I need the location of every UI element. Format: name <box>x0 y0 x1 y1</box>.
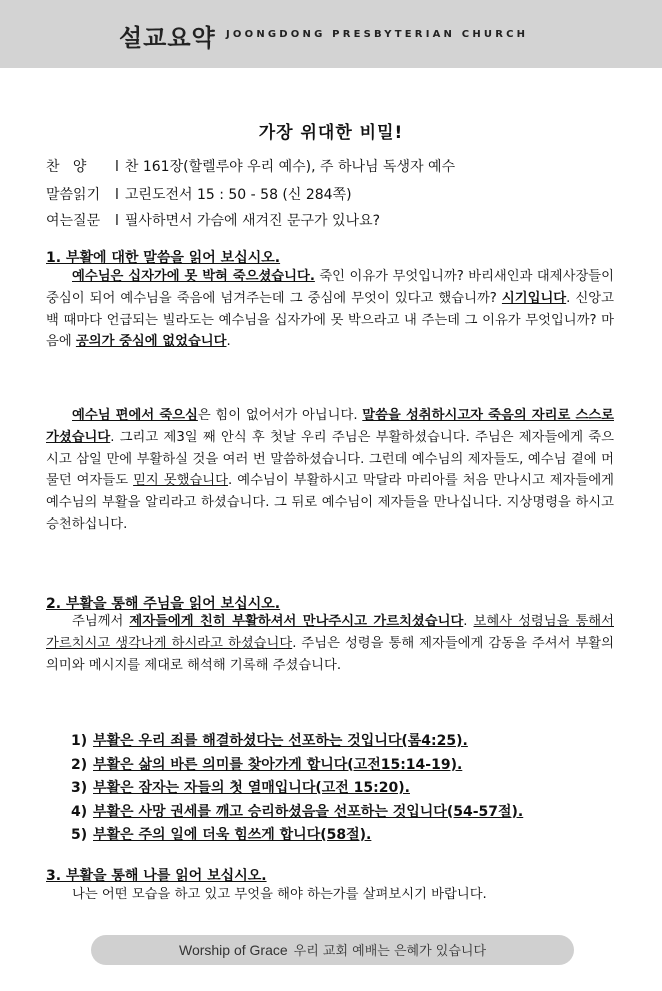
sermon-title: 가장 위대한 비밀! <box>258 123 404 143</box>
meta-question <box>46 210 380 230</box>
text: 나는 어떤 모습을 하고 있고 무엇을 해야 하는가를 살펴보시기 바랍니다. <box>72 887 487 902</box>
section-1-paragraph-1 <box>46 266 614 353</box>
list-item <box>71 824 523 848</box>
emphasis: 시기입니다 <box>501 290 567 306</box>
meta-value: 고린도전서 15 : 50 - 58 (신 284쪽) <box>124 187 352 203</box>
meta-hymn <box>46 156 455 176</box>
list-item <box>71 754 523 778</box>
emphasis: 예수님 편에서 죽으심 <box>72 408 198 423</box>
meta-label: 여는질문 <box>46 213 101 229</box>
list-text: 부활은 사망 권세를 깨고 승리하셨음을 선포하는 것입니다(54-57절). <box>93 803 524 820</box>
emphasis: 믿지 못했습니다 <box>133 473 228 489</box>
text: . 신앙고백 때마다 언급되는 빌라도는 예수님을 십자가에 못 박으라고 내 주는데 그 이유가 무엇입니까? 마음에 <box>46 290 614 350</box>
list-number: 3) <box>71 780 88 796</box>
meta-label: 말씀읽기 <box>46 187 101 203</box>
list-item <box>71 801 523 825</box>
section-2-heading: 2. 부활을 통해 주님을 읽어 보십시오. <box>46 596 281 612</box>
text: . <box>463 614 474 629</box>
list-text: 부활은 주의 일에 더욱 힘쓰게 합니다(58절). <box>93 827 372 843</box>
meta-separator: l <box>115 187 119 203</box>
footer-english: Worship of Grace <box>178 942 288 958</box>
meta-value: 찬 161장(할렐루야 우리 예수), 주 하나님 독생자 예수 <box>124 159 456 175</box>
emphasis: 제자들에게 친히 부활하셔서 만나주시고 가르치셨습니다 <box>129 614 464 629</box>
list-text: 부활은 잠자는 자들의 첫 열매입니다(고전 15:20). <box>93 780 410 796</box>
footer-banner <box>91 935 574 965</box>
text: 은 힘이 없어서가 아닙니다. <box>197 408 363 423</box>
page-header <box>0 0 662 68</box>
resurrection-list <box>71 730 523 848</box>
emphasis: 보혜사 성령님을 통해서 가르치시고 생각나게 하시라고 하셨습니다 <box>46 614 614 651</box>
list-number: 5) <box>71 827 88 843</box>
text: . 예수님이 부활하시고 막달라 마리아를 처음 만나시고 제자들에게 예수님의 부활을 알리라고 하셨습니다. 그 뒤로 예수님이 제자들을 만나십니다. 지상명령을 하시고 승천하십니다. <box>46 473 615 532</box>
section-3-paragraph-1 <box>46 884 614 906</box>
list-number: 4) <box>71 803 88 820</box>
header-title: 설교요약 <box>119 24 216 52</box>
emphasis: 공의가 중심에 없었습니다 <box>75 334 227 350</box>
list-text: 부활은 삶의 바른 의미를 찾아가게 합니다(고전15:14-19). <box>93 756 463 773</box>
list-number: 1) <box>71 733 88 749</box>
list-item <box>71 777 523 801</box>
meta-value: 필사하면서 가슴에 새겨진 문구가 있나요? <box>124 213 381 229</box>
emphasis: 예수님은 십자가에 못 박혀 죽으셨습니다. <box>72 269 315 284</box>
text: 죽인 이유가 무엇입니까? 바리새인과 대제사장들이 중심이 되어 예수님을 죽음에 넘겨주는데 그 중심에 무엇이 있다고 했습니까? <box>46 269 614 306</box>
text: . 그리고 제3일 째 안식 후 첫날 우리 주님은 부활하셨습니다. 주님은 제자들에게 죽으시고 삼일 만에 부활하실 것을 여러 번 말씀하셨습니다. 그런데 예수님의 제자들도, 예수님 곁에 머물던 여자들도 <box>46 429 614 489</box>
section-2-paragraph-1 <box>46 611 614 676</box>
meta-separator: l <box>115 159 119 175</box>
section-1-paragraph-2 <box>46 405 614 536</box>
meta-reading <box>46 184 352 204</box>
list-item <box>71 730 523 754</box>
text: 주님께서 <box>72 614 130 629</box>
section-1-heading: 1. 부활에 대한 말씀을 읽어 보십시오. <box>46 250 281 266</box>
footer-korean: 우리 교회 예배는 은혜가 있습니다 <box>293 944 486 959</box>
list-text: 부활은 우리 죄를 해결하셨다는 선포하는 것입니다(롬4:25). <box>93 733 468 749</box>
emphasis: 말씀을 성취하시고자 죽음의 자리로 스스로 가셨습니다 <box>46 408 614 445</box>
meta-separator: l <box>115 213 119 229</box>
text: . 주님은 성령을 통해 제자들에게 감동을 주셔서 부활의 의미와 메시지를 제대로 해석해 기록해 주셨습니다. <box>46 635 614 673</box>
church-name: JOONGDONG PRESBYTERIAN CHURCH <box>226 29 529 40</box>
list-number: 2) <box>71 756 88 773</box>
text: . <box>226 334 231 350</box>
section-3-heading: 3. 부활을 통해 나를 읽어 보십시오. <box>46 868 267 884</box>
meta-label: 찬 양 <box>46 159 87 175</box>
